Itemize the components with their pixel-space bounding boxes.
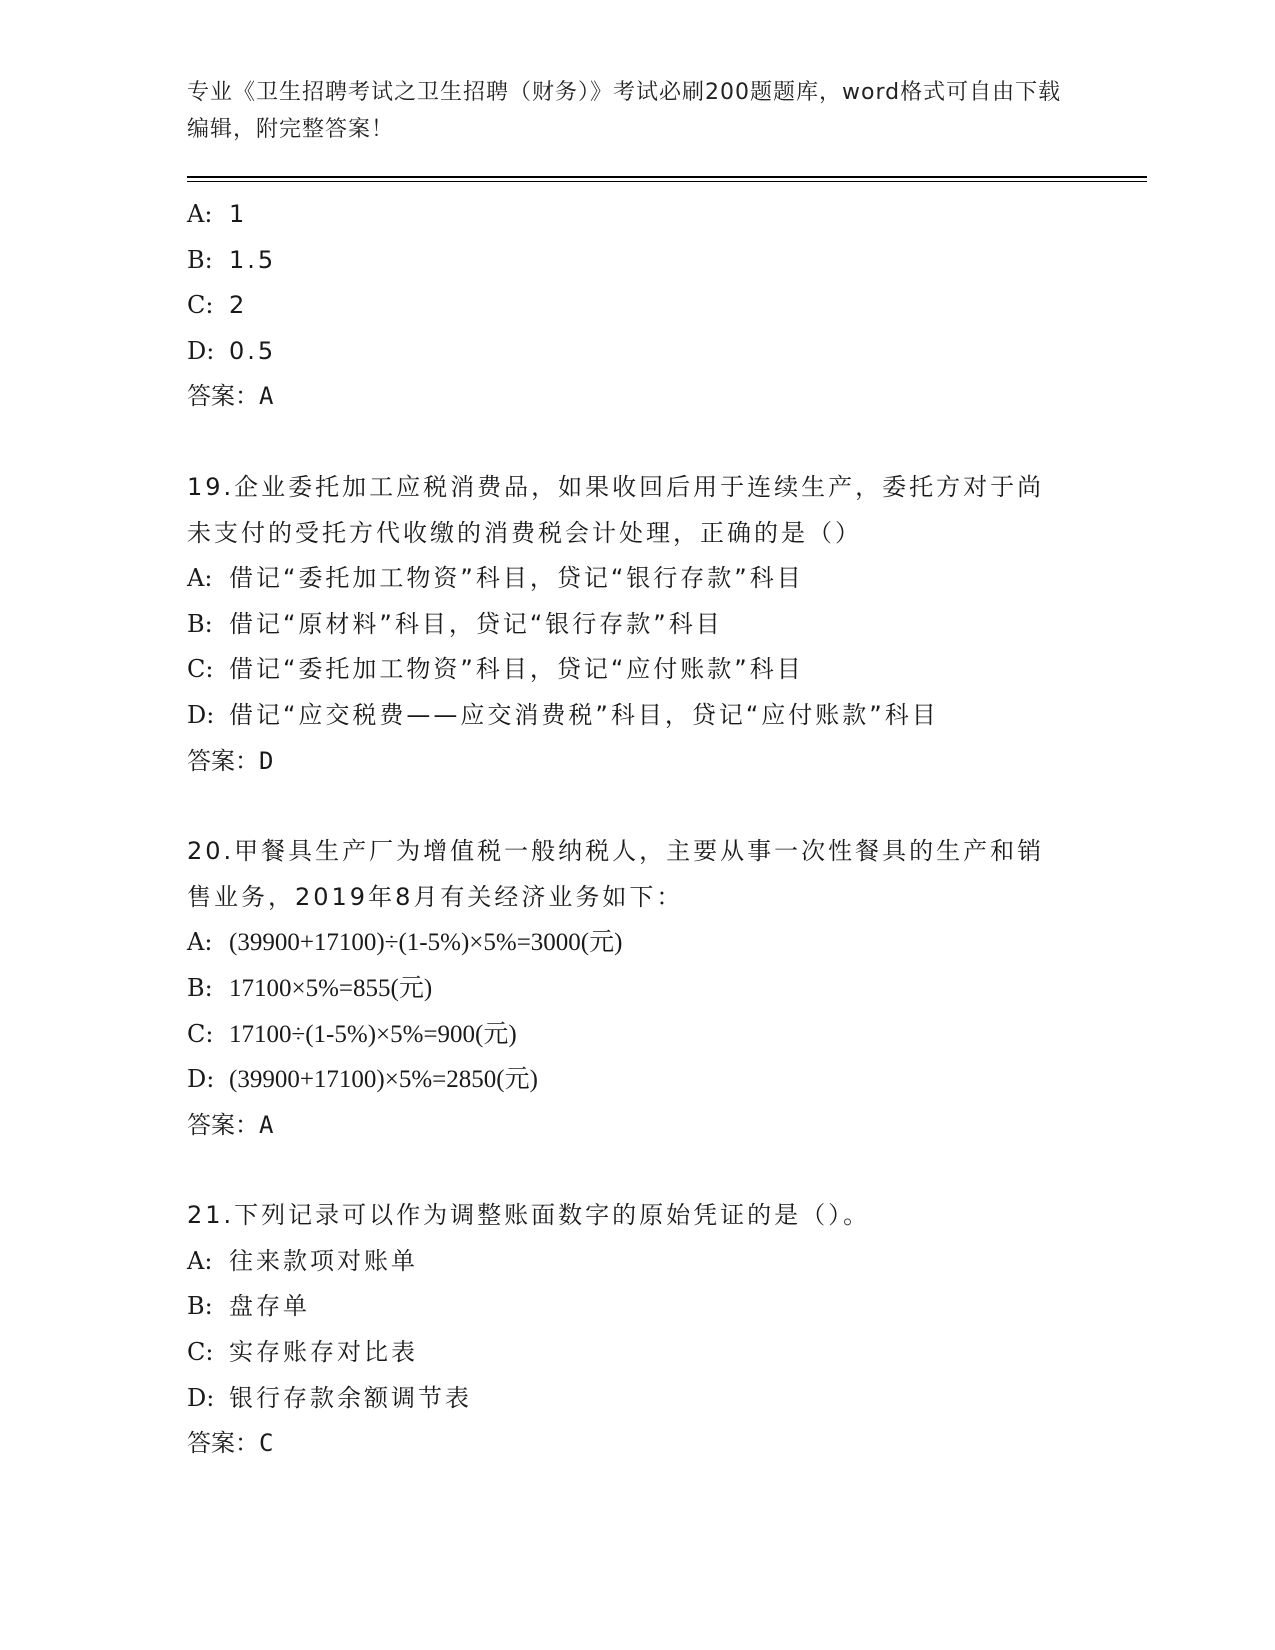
question-list: [187, 192, 1087, 1467]
option-a: A: 1: [187, 200, 248, 228]
option-d: D: (39900+17100)×5%=2850(元): [187, 1065, 538, 1094]
option-b: B: 借记“原材料”科目，贷记“银行存款”科目: [187, 609, 723, 638]
header-text: 专业《卫生招聘考试之卫生招聘（财务）》考试必刷200题题库，word格式可自由下载编辑，附完整答案！: [187, 80, 1062, 142]
option-b: B: 17100×5%=855(元): [187, 973, 433, 1002]
question-19: [187, 465, 1087, 784]
option-d: D: 银行存款余额调节表: [187, 1383, 472, 1412]
answer: 答案：A: [187, 382, 274, 411]
option-a: A: (39900+17100)÷(1-5%)×5%=3000(元): [187, 928, 623, 957]
question-stem: 19.企业委托加工应税消费品，如果收回后用于连续生产，委托方对于尚未支付的受托方代收缴的消费税会计处理，正确的是（）: [187, 472, 1045, 547]
option-a: A: 往来款项对账单: [187, 1246, 418, 1275]
option-c: C: 17100÷(1-5%)×5%=900(元): [187, 1019, 517, 1048]
question-21: [187, 1193, 1087, 1467]
option-a: A: 借记“委托加工物资”科目，贷记“银行存款”科目: [187, 564, 804, 593]
header-rule-thin: [187, 181, 1147, 182]
question-20: [187, 829, 1087, 1148]
option-d: D: 借记“应交税费——应交消费税”科目，贷记“应付账款”科目: [187, 700, 939, 729]
answer: 答案：C: [187, 1429, 274, 1458]
header-rule-thick: [187, 176, 1147, 178]
question-18: [187, 192, 1087, 420]
option-b: B: 盘存单: [187, 1292, 310, 1321]
option-c: C: 借记“委托加工物资”科目，贷记“应付账款”科目: [187, 655, 804, 684]
option-d: D: 0.5: [187, 336, 277, 365]
option-b: B: 1.5: [187, 245, 277, 274]
answer: 答案：A: [187, 1110, 274, 1139]
option-c: C: 实存账存对比表: [187, 1338, 418, 1367]
question-stem: 20.甲餐具生产厂为增值税一般纳税人，主要从事一次性餐具的生产和销售业务，2019年8月有关经济业务如下：: [187, 837, 1045, 911]
document-header: [187, 74, 1067, 148]
option-c: C: 2: [187, 291, 248, 320]
answer: 答案：D: [187, 746, 274, 775]
question-stem: 21.下列记录可以作为调整账面数字的原始凭证的是（）。: [187, 1201, 871, 1230]
